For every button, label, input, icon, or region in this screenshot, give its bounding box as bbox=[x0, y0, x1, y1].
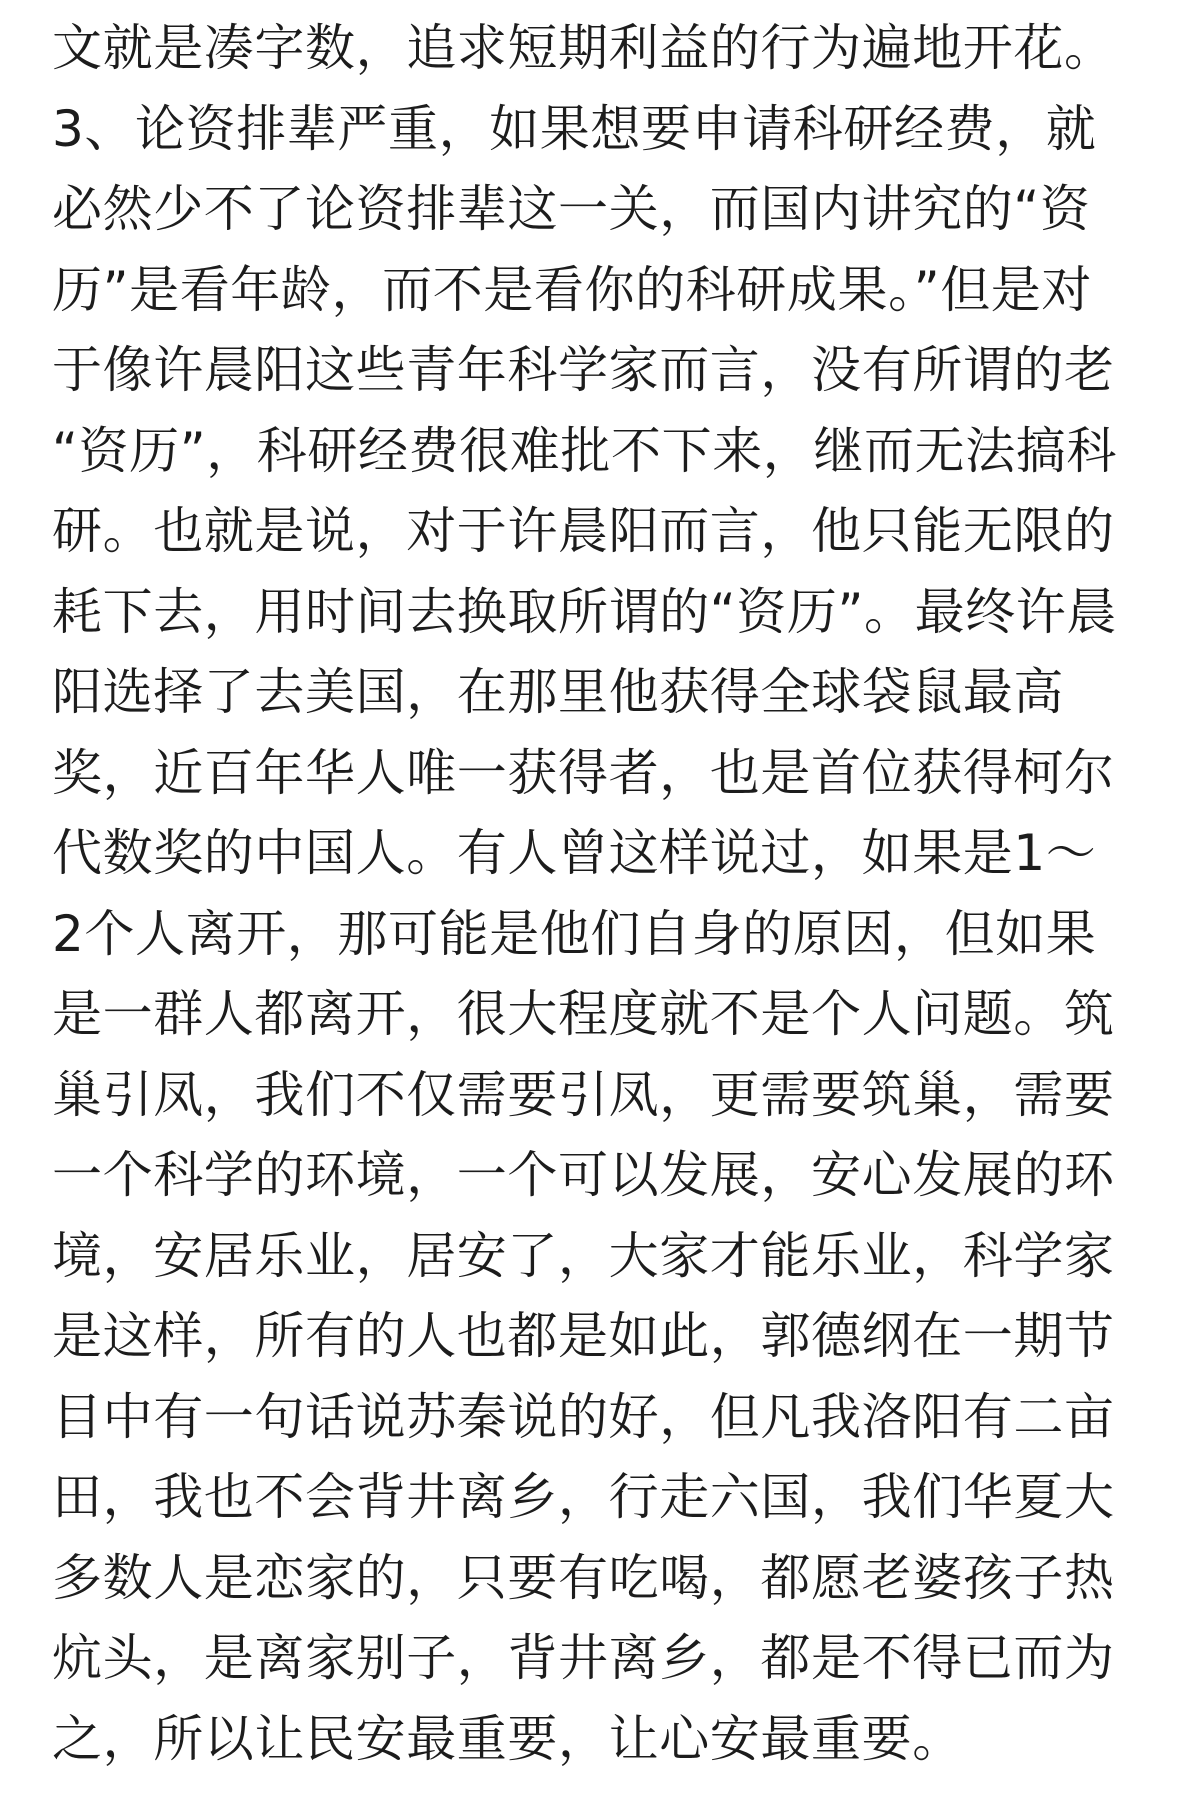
text-line: 耗下去，用时间去换取所谓的“资历”。最终许晨 bbox=[52, 582, 1118, 641]
text-line: 代数奖的中国人。有人曾这样说过，如果是1～ bbox=[52, 824, 1097, 882]
text-line: 是这样，所有的人也都是如此，郭德纲在一期节 bbox=[52, 1307, 1115, 1365]
text-line: 研。也就是说，对于许晨阳而言，他只能无限的 bbox=[52, 502, 1115, 560]
text-line: 之，所以让民安最重要，让心安最重要。 bbox=[52, 1709, 963, 1768]
text-line: 文就是凑字数，追求短期利益的行为遍地开花。 bbox=[52, 19, 1115, 77]
text-line: 阳选择了去美国，在那里他获得全球袋鼠最高 bbox=[52, 663, 1064, 721]
text-line: 2个人离开，那可能是他们自身的原因，但如果 bbox=[52, 904, 1097, 963]
text-line: 多数人是恋家的，只要有吃喝，都愿老婆孩子热 bbox=[52, 1548, 1115, 1607]
text-line: 奖，近百年华人唯一获得者，也是首位获得柯尔 bbox=[52, 743, 1115, 802]
text-line: 田，我也不会背井离乡，行走六国，我们华夏大 bbox=[52, 1468, 1115, 1526]
article-body bbox=[52, 8, 1162, 1779]
text-line: 历”是看年龄，而不是看你的科研成果。”但是对 bbox=[52, 260, 1093, 319]
text-line: 3、论资排辈严重，如果想要申请科研经费，就 bbox=[52, 99, 1097, 158]
text-line: 是一群人都离开，很大程度就不是个人问题。筑 bbox=[52, 985, 1115, 1043]
text-line: “资历”，科研经费很难批不下来，继而无法搞科 bbox=[52, 421, 1118, 480]
text-line: 一个科学的环境，一个可以发展，安心发展的环 bbox=[52, 1146, 1115, 1204]
text-line: 于像许晨阳这些青年科学家而言，没有所谓的老 bbox=[52, 341, 1115, 399]
text-line: 炕头，是离家别子，背井离乡，都是不得已而为 bbox=[52, 1629, 1115, 1687]
text-line: 境，安居乐业，居安了，大家才能乐业，科学家 bbox=[52, 1226, 1115, 1285]
text-line: 目中有一句话说苏秦说的好，但凡我洛阳有二亩 bbox=[52, 1387, 1115, 1446]
text-line: 巢引凤，我们不仅需要引凤，更需要筑巢，需要 bbox=[52, 1065, 1115, 1124]
text-line: 必然少不了论资排辈这一关，而国内讲究的“资 bbox=[52, 180, 1091, 238]
